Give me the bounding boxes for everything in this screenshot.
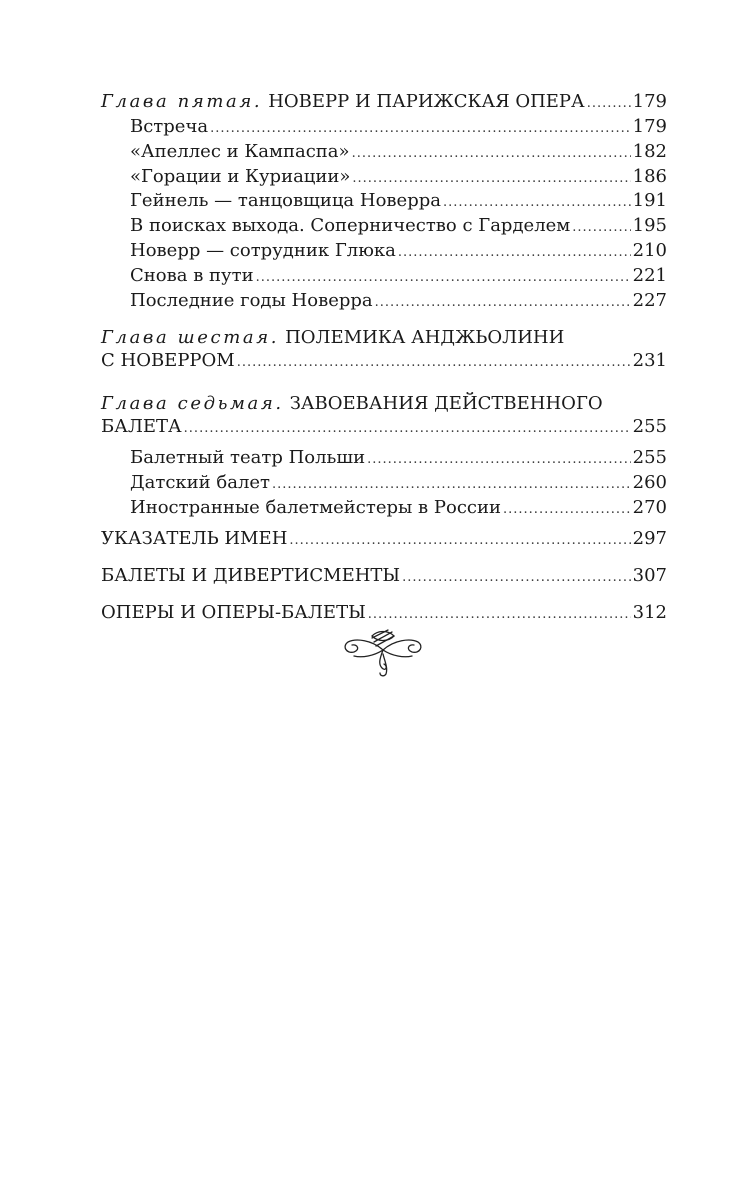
page-number: 191	[632, 190, 667, 212]
section-title: Последние годы Новерра	[130, 289, 373, 311]
toc-chapter-7-heading[interactable]	[101, 392, 667, 416]
toc-section[interactable]	[101, 116, 667, 141]
appendix-title: ОПЕРЫ И ОПЕРЫ-БАЛЕТЫ	[101, 601, 366, 623]
page-number: 186	[632, 165, 667, 187]
toc-section[interactable]	[101, 265, 667, 290]
chapter-title-continued: БАЛЕТА	[101, 416, 182, 438]
chapter-title-continued: С НОВЕРРОМ	[101, 350, 235, 372]
page-number: 260	[632, 471, 667, 493]
chapter-label: Глава пятая.	[101, 91, 263, 112]
leader-dots	[256, 267, 631, 290]
appendix-title: БАЛЕТЫ И ДИВЕРТИСМЕНТЫ	[101, 565, 401, 587]
fleuron-icon	[342, 622, 424, 678]
leader-dots	[398, 242, 631, 265]
section-title: Снова в пути	[130, 264, 254, 286]
toc-chapter-7[interactable]	[101, 416, 667, 441]
section-title: «Апеллес и Кампаспа»	[130, 140, 350, 162]
leader-dots	[184, 418, 631, 441]
leader-dots	[402, 567, 630, 590]
page-number: 227	[632, 289, 667, 311]
leader-dots	[210, 118, 631, 141]
toc-section[interactable]	[101, 447, 667, 472]
page-number: 270	[632, 496, 667, 518]
section-title: В поисках выхода. Соперничество с Гарделем	[130, 215, 571, 237]
leader-dots	[352, 143, 631, 166]
page-number: 195	[632, 215, 667, 237]
leader-dots	[367, 449, 631, 472]
page-number: 255	[632, 446, 667, 468]
toc-section[interactable]	[101, 215, 667, 240]
toc-chapter-6-heading[interactable]	[101, 326, 667, 350]
toc-section[interactable]	[101, 190, 667, 215]
chapter-label: Глава шестая.	[101, 327, 280, 349]
toc-section[interactable]	[101, 472, 667, 497]
section-title: «Горации и Куриации»	[130, 165, 351, 187]
page-number: 210	[632, 239, 667, 261]
toc-section[interactable]	[101, 141, 667, 166]
page-number: 297	[632, 528, 667, 550]
leader-dots	[375, 292, 631, 315]
toc-ballets-and-divertissements[interactable]	[101, 565, 667, 590]
page-number: 182	[632, 140, 667, 162]
leader-dots	[289, 530, 630, 553]
section-title: Балетный театр Польши	[130, 446, 366, 468]
page-number: 179	[632, 91, 667, 112]
toc-section[interactable]	[101, 290, 667, 315]
leader-dots	[237, 352, 631, 375]
leader-dots	[443, 192, 631, 215]
section-title: Встреча	[130, 116, 209, 137]
appendix-title: УКАЗАТЕЛЬ ИМЕН	[101, 528, 288, 550]
toc-chapter-5[interactable]	[101, 90, 667, 116]
section-title: Датский балет	[130, 471, 270, 493]
page-number: 221	[632, 264, 667, 286]
chapter-label: Глава седьмая.	[101, 393, 284, 415]
leader-dots	[352, 168, 630, 191]
page-number: 307	[632, 565, 667, 587]
chapter-title: ЗАВОЕВАНИЯ ДЕЙСТВЕННОГО	[289, 393, 603, 415]
leader-dots	[272, 474, 631, 497]
page-number: 231	[632, 350, 667, 372]
toc-section[interactable]	[101, 497, 667, 522]
page-number: 179	[632, 116, 667, 137]
leader-dots	[587, 92, 631, 116]
section-title: Новерр — сотрудник Глюка	[130, 239, 396, 261]
table-of-contents	[101, 90, 667, 627]
chapter-title: НОВЕРР И ПАРИЖСКАЯ ОПЕРА	[268, 91, 585, 112]
section-title: Гейнель — танцовщица Новерра	[130, 190, 441, 212]
chapter-title: ПОЛЕМИКА АНДЖЬОЛИНИ	[285, 327, 565, 349]
page-number: 312	[632, 601, 667, 623]
leader-dots	[572, 217, 630, 240]
toc-section[interactable]	[101, 166, 667, 191]
toc-section[interactable]	[101, 240, 667, 265]
section-title: Иностранные балетмейстеры в России	[130, 496, 502, 518]
page-number: 255	[632, 416, 667, 438]
toc-chapter-6[interactable]	[101, 350, 667, 375]
toc-index-of-names[interactable]	[101, 528, 667, 553]
leader-dots	[503, 499, 631, 522]
